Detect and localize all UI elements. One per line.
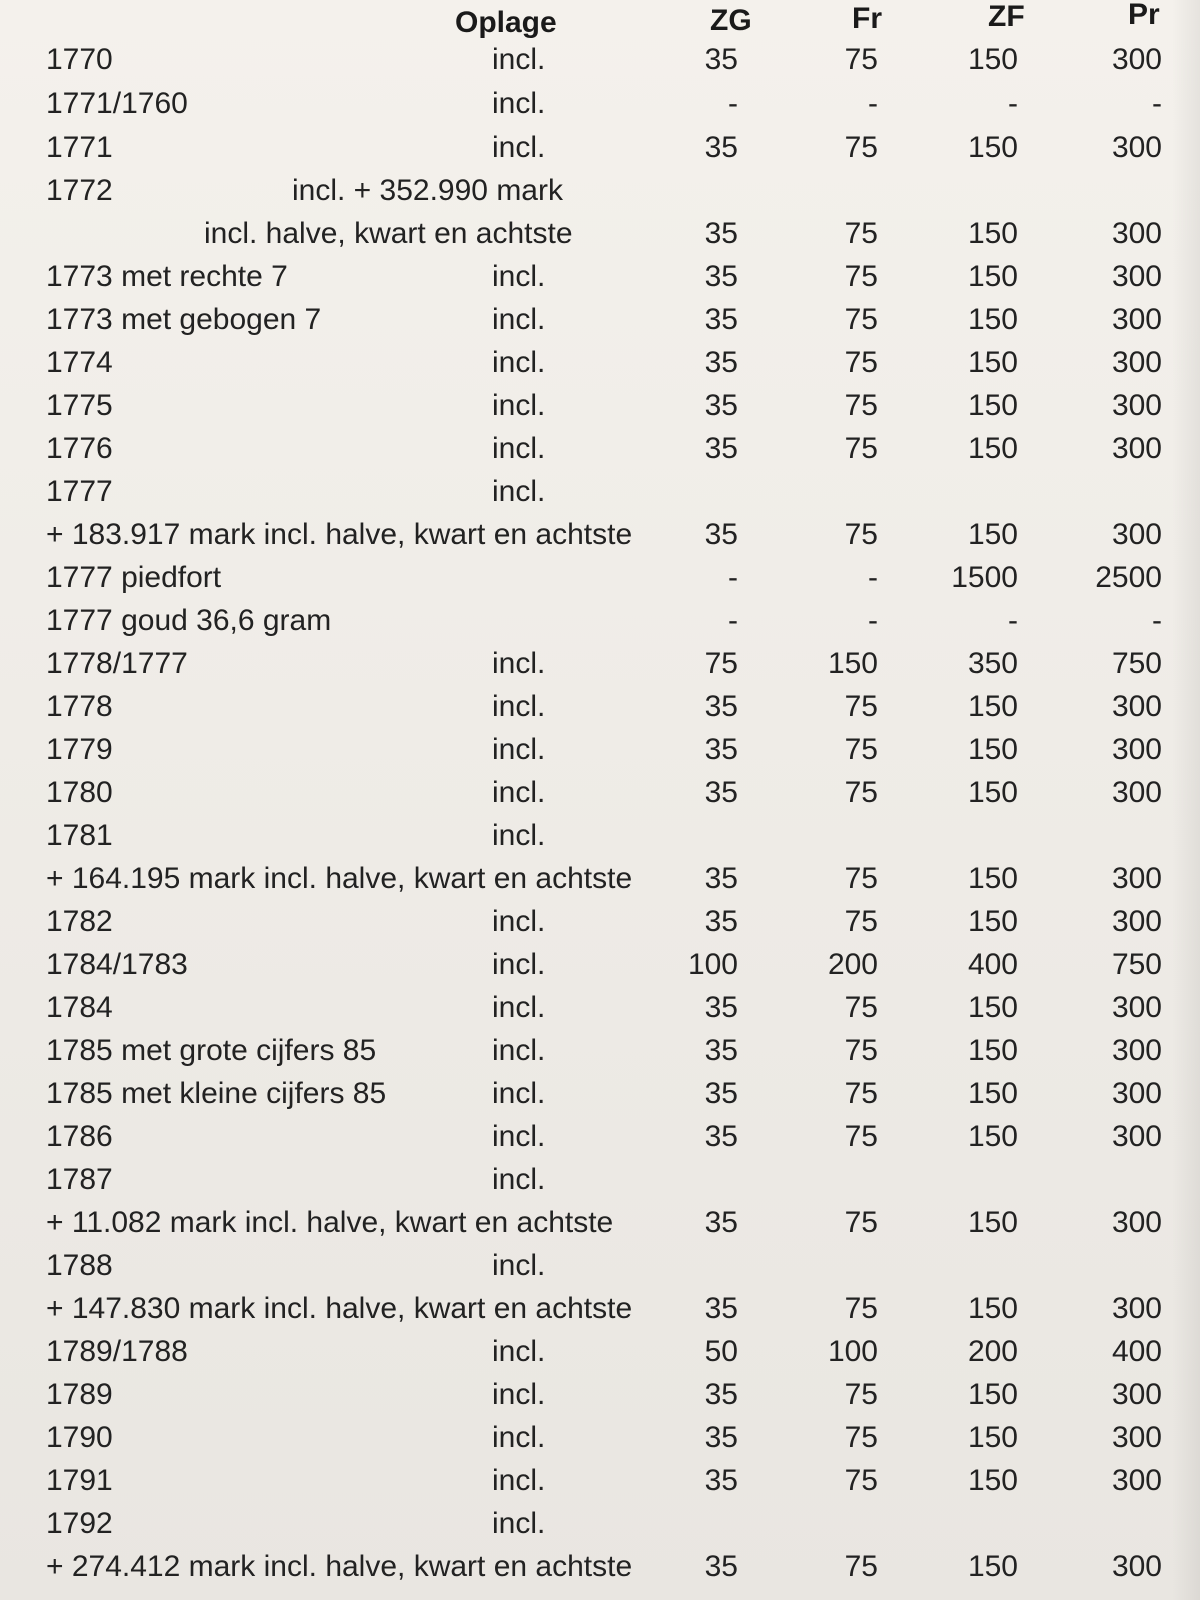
table-row (0, 1423, 1200, 1467)
row-zf: 150 (967, 1120, 1018, 1153)
row-label: 1784/1783 (46, 948, 188, 981)
row-fr: 75 (844, 346, 878, 379)
row-fr: 75 (844, 1421, 878, 1454)
row-pr: 300 (1111, 260, 1162, 293)
row-zg: - (728, 561, 738, 594)
row-zg: 35 (704, 690, 738, 723)
table-row (0, 477, 1200, 521)
table-row (0, 864, 1200, 908)
table-row (0, 692, 1200, 736)
table-row (0, 1079, 1200, 1123)
row-zf: 150 (967, 303, 1018, 336)
row-label: 1776 (46, 432, 113, 465)
row-label: 1789/1788 (46, 1335, 188, 1368)
row-zf: 400 (967, 948, 1018, 981)
row-fr: 150 (827, 647, 878, 680)
table-row (0, 1122, 1200, 1166)
table-row (0, 1036, 1200, 1080)
row-oplage: incl. (492, 819, 546, 852)
row-label: 1788 (46, 1249, 113, 1282)
row-fr: 75 (844, 217, 878, 250)
row-pr: 300 (1111, 1421, 1162, 1454)
row-zf: 150 (967, 1077, 1018, 1110)
row-zf: 150 (967, 776, 1018, 809)
row-fr: 75 (844, 690, 878, 723)
row-label: + 11.082 mark incl. halve, kwart en achtste (46, 1206, 614, 1239)
row-pr: 750 (1111, 647, 1162, 680)
row-label: 1771 (46, 131, 113, 164)
header-zg: ZG (710, 4, 752, 37)
table-row (0, 45, 1200, 89)
row-zf: 150 (967, 260, 1018, 293)
row-oplage: incl. (492, 43, 546, 76)
header-fr: Fr (852, 2, 882, 35)
row-pr: 300 (1111, 1292, 1162, 1325)
row-pr: 300 (1111, 991, 1162, 1024)
row-zf: 150 (967, 346, 1018, 379)
row-zg: 75 (704, 647, 738, 680)
row-zg: - (728, 87, 738, 120)
row-oplage: incl. (492, 905, 546, 938)
row-zf: 150 (967, 1292, 1018, 1325)
row-zg: 35 (704, 1378, 738, 1411)
row-zg: 35 (704, 1077, 738, 1110)
row-pr: 300 (1111, 43, 1162, 76)
table-row (0, 89, 1200, 133)
row-label: 1772 (46, 174, 113, 207)
row-label: 1770 (46, 43, 113, 76)
row-oplage: incl. (492, 389, 546, 422)
row-zg: 35 (704, 1034, 738, 1067)
row-zf: - (1008, 87, 1018, 120)
row-zf: 150 (967, 518, 1018, 551)
table-row (0, 649, 1200, 693)
row-label: 1779 (46, 733, 113, 766)
row-zg: 35 (704, 733, 738, 766)
row-fr: 75 (844, 1550, 878, 1583)
row-fr: 75 (844, 733, 878, 766)
row-oplage: incl. (492, 1464, 546, 1497)
row-pr: 300 (1111, 862, 1162, 895)
row-fr: 100 (827, 1335, 878, 1368)
table-row (0, 1509, 1200, 1553)
row-oplage: incl. (492, 432, 546, 465)
row-pr: 300 (1111, 217, 1162, 250)
row-pr: 750 (1111, 948, 1162, 981)
row-zf: 150 (967, 1464, 1018, 1497)
table-row (0, 778, 1200, 822)
row-label: + 274.412 mark incl. halve, kwart en achtste (46, 1550, 633, 1583)
table-row (0, 219, 1200, 263)
row-label: 1773 met rechte 7 (46, 260, 288, 293)
row-label: 1781 (46, 819, 113, 852)
row-label: 1785 met grote cijfers 85 (46, 1034, 377, 1067)
table-row (0, 1466, 1200, 1510)
row-pr: 300 (1111, 1378, 1162, 1411)
row-oplage: incl. (492, 1249, 546, 1282)
row-label: 1778/1777 (46, 647, 188, 680)
row-pr: - (1152, 87, 1162, 120)
row-fr: 75 (844, 1077, 878, 1110)
row-oplage: incl. (492, 776, 546, 809)
row-oplage: incl. (492, 346, 546, 379)
table-row (0, 434, 1200, 478)
table-row (0, 1251, 1200, 1295)
row-pr: 300 (1111, 1077, 1162, 1110)
row-zf: 150 (967, 733, 1018, 766)
table-row (0, 950, 1200, 994)
row-zf: 200 (967, 1335, 1018, 1368)
row-oplage: incl. (492, 991, 546, 1024)
row-oplage: incl. (492, 690, 546, 723)
row-zf: 150 (967, 432, 1018, 465)
header-pr: Pr (1128, 0, 1160, 31)
row-zf: 150 (967, 905, 1018, 938)
row-zf: 150 (967, 690, 1018, 723)
row-zg: 35 (704, 1421, 738, 1454)
row-zf: 150 (967, 1421, 1018, 1454)
row-label: 1778 (46, 690, 113, 723)
row-label: 1777 goud 36,6 gram (46, 604, 332, 637)
row-pr: 300 (1111, 1206, 1162, 1239)
row-fr: 75 (844, 432, 878, 465)
row-fr: 75 (844, 1034, 878, 1067)
row-label: + 183.917 mark incl. halve, kwart en achtste (46, 518, 633, 551)
table-row (0, 1380, 1200, 1424)
row-zg: 35 (704, 131, 738, 164)
row-fr: - (868, 604, 878, 637)
row-zg: 35 (704, 1464, 738, 1497)
table-row (0, 176, 1200, 220)
row-pr: 300 (1111, 1034, 1162, 1067)
row-pr: 300 (1111, 1550, 1162, 1583)
row-oplage: incl. (492, 647, 546, 680)
row-label: 1790 (46, 1421, 113, 1454)
row-oplage: incl. (492, 1163, 546, 1196)
row-zg: 35 (704, 1292, 738, 1325)
row-zg: 35 (704, 260, 738, 293)
row-fr: 75 (844, 131, 878, 164)
row-zg: 35 (704, 389, 738, 422)
row-pr: 300 (1111, 389, 1162, 422)
row-fr: 75 (844, 389, 878, 422)
row-zf: 150 (967, 862, 1018, 895)
row-fr: - (868, 87, 878, 120)
row-oplage: incl. (492, 1378, 546, 1411)
row-label: 1792 (46, 1507, 113, 1540)
row-zg: 35 (704, 776, 738, 809)
row-fr: 75 (844, 862, 878, 895)
row-oplage: incl. (492, 1077, 546, 1110)
row-label: 1771/1760 (46, 87, 188, 120)
table-row (0, 1294, 1200, 1338)
row-fr: 75 (844, 991, 878, 1024)
row-label: 1787 (46, 1163, 113, 1196)
row-zf: 150 (967, 991, 1018, 1024)
row-zg: 35 (704, 346, 738, 379)
row-pr: 300 (1111, 131, 1162, 164)
row-fr: 75 (844, 1464, 878, 1497)
row-pr: 300 (1111, 733, 1162, 766)
row-pr: 300 (1111, 346, 1162, 379)
table-row (0, 1337, 1200, 1381)
row-zf: 1500 (951, 561, 1018, 594)
row-oplage: incl. (492, 1120, 546, 1153)
table-row (0, 606, 1200, 650)
table-row (0, 821, 1200, 865)
row-zf: 350 (967, 647, 1018, 680)
table-row (0, 907, 1200, 951)
row-zf: 150 (967, 389, 1018, 422)
row-zg: 35 (704, 1120, 738, 1153)
table-row (0, 1552, 1200, 1596)
row-fr: 75 (844, 776, 878, 809)
row-zg: 35 (704, 432, 738, 465)
row-oplage: incl. + 352.990 mark (292, 174, 563, 207)
row-zf: 150 (967, 1034, 1018, 1067)
row-zg: 100 (687, 948, 738, 981)
row-zf: 150 (967, 1378, 1018, 1411)
row-zf: 150 (967, 131, 1018, 164)
header-zf: ZF (988, 0, 1025, 33)
table-row (0, 520, 1200, 564)
table-row (0, 133, 1200, 177)
row-pr: 300 (1111, 690, 1162, 723)
row-zg: 35 (704, 518, 738, 551)
row-pr: 300 (1111, 518, 1162, 551)
row-label: 1780 (46, 776, 113, 809)
row-fr: 200 (827, 948, 878, 981)
row-zf: 150 (967, 43, 1018, 76)
row-label: + 164.195 mark incl. halve, kwart en achtste (46, 862, 633, 895)
row-label: 1773 met gebogen 7 (46, 303, 322, 336)
row-zg: 35 (704, 1206, 738, 1239)
row-zf: - (1008, 604, 1018, 637)
row-oplage: incl. (492, 733, 546, 766)
row-label: 1775 (46, 389, 113, 422)
row-pr: 400 (1111, 1335, 1162, 1368)
row-zf: 150 (967, 217, 1018, 250)
row-fr: 75 (844, 1120, 878, 1153)
table-row (0, 735, 1200, 779)
row-oplage: incl. (492, 1034, 546, 1067)
row-label: 1777 piedfort (46, 561, 222, 594)
row-fr: 75 (844, 1378, 878, 1411)
row-label: 1777 (46, 475, 113, 508)
row-fr: 75 (844, 518, 878, 551)
row-zg: 35 (704, 991, 738, 1024)
row-oplage: incl. (492, 948, 546, 981)
row-oplage: incl. (492, 1507, 546, 1540)
table-row (0, 305, 1200, 349)
table-row (0, 348, 1200, 392)
row-zg: 35 (704, 303, 738, 336)
header-oplage: Oplage (455, 6, 557, 39)
row-label: 1789 (46, 1378, 113, 1411)
row-oplage: incl. (492, 1335, 546, 1368)
row-oplage: incl. halve, kwart en achtste (204, 217, 573, 250)
row-label: 1784 (46, 991, 113, 1024)
row-oplage: incl. (492, 87, 546, 120)
row-fr: 75 (844, 905, 878, 938)
table-row (0, 1165, 1200, 1209)
row-fr: 75 (844, 303, 878, 336)
row-label: 1786 (46, 1120, 113, 1153)
row-zg: 35 (704, 43, 738, 76)
row-oplage: incl. (492, 1421, 546, 1454)
row-fr: - (868, 561, 878, 594)
row-label: 1791 (46, 1464, 113, 1497)
row-pr: - (1152, 604, 1162, 637)
row-zf: 150 (967, 1550, 1018, 1583)
row-fr: 75 (844, 43, 878, 76)
row-pr: 300 (1111, 905, 1162, 938)
row-pr: 300 (1111, 1464, 1162, 1497)
row-zf: 150 (967, 1206, 1018, 1239)
row-label: 1782 (46, 905, 113, 938)
row-pr: 300 (1111, 303, 1162, 336)
row-zg: 35 (704, 1550, 738, 1583)
row-fr: 75 (844, 1292, 878, 1325)
row-label: + 147.830 mark incl. halve, kwart en achtste (46, 1292, 633, 1325)
row-oplage: incl. (492, 303, 546, 336)
table-row (0, 1208, 1200, 1252)
table-row (0, 391, 1200, 435)
row-zg: 35 (704, 217, 738, 250)
row-fr: 75 (844, 1206, 878, 1239)
row-oplage: incl. (492, 260, 546, 293)
row-zg: - (728, 604, 738, 637)
row-pr: 300 (1111, 432, 1162, 465)
row-oplage: incl. (492, 131, 546, 164)
table-row (0, 993, 1200, 1037)
table-row (0, 563, 1200, 607)
row-zg: 35 (704, 905, 738, 938)
row-pr: 300 (1111, 1120, 1162, 1153)
row-fr: 75 (844, 260, 878, 293)
row-label: 1774 (46, 346, 113, 379)
row-zg: 35 (704, 862, 738, 895)
row-label: 1785 met kleine cijfers 85 (46, 1077, 387, 1110)
row-oplage: incl. (492, 475, 546, 508)
row-pr: 2500 (1095, 561, 1162, 594)
row-zg: 50 (704, 1335, 738, 1368)
row-pr: 300 (1111, 776, 1162, 809)
table-row (0, 262, 1200, 306)
